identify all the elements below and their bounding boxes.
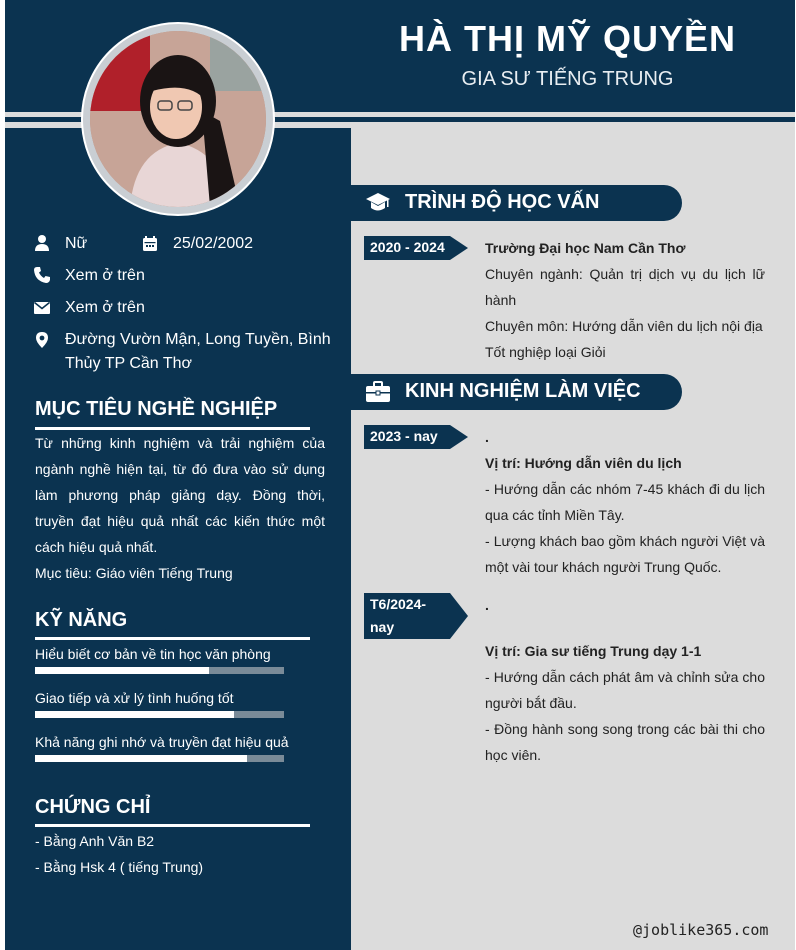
portrait-photo — [90, 31, 266, 207]
job-position: Vị trí: Gia sư tiếng Trung dạy 1-1 — [485, 643, 702, 659]
job-title: GIA SƯ TIẾNG TRUNG — [461, 68, 674, 90]
mail-icon — [33, 299, 51, 317]
skill-bar-fill — [35, 711, 234, 718]
objective-text: Từ những kinh nghiệm và trải nghiệm của ngành nghề hiện tại, từ đó đưa vào sử dụng làm phương pháp giảng dạy. Đồng thời, truyền đạt hiệu quả nhất các kiến thức một cách hiệu quả nhất. — [35, 435, 325, 555]
briefcase-icon — [365, 379, 391, 405]
school-name: Trường Đại học Nam Cần Thơ — [485, 240, 686, 256]
skill-bar — [35, 667, 284, 674]
skills-title: KỸ NĂNG — [35, 609, 128, 631]
skill-bar — [35, 755, 284, 762]
job-entry — [485, 424, 765, 580]
job-entry — [485, 592, 765, 768]
avatar — [90, 31, 266, 207]
grade-text: Tốt nghiệp loại Giỏi — [485, 344, 606, 360]
birthday-value: 25/02/2002 — [173, 235, 254, 252]
sidebar — [5, 128, 351, 950]
job-duty: - Hướng dẫn các nhóm 7-45 khách đi du lịch qua các tỉnh Miền Tây. — [485, 481, 765, 523]
job-position: Vị trí: Hướng dẫn viên du lịch — [485, 455, 682, 471]
job-date-line: nay — [370, 619, 395, 635]
skill-label: Hiểu biết cơ bản về tin học văn phòng — [35, 646, 271, 662]
location-pin-icon — [33, 331, 51, 349]
address-value: Đường Vườn Mận, Long Tuyền, Bình Thủy TP Cần Thơ — [65, 331, 331, 372]
objective-title: MỤC TIÊU NGHỀ NGHIỆP — [35, 398, 278, 420]
experience-title: KINH NGHIỆM LÀM VIỆC — [405, 380, 641, 402]
email-value: Xem ở trên — [65, 299, 145, 316]
education-entry — [485, 235, 765, 365]
job-duty: - Hướng dẫn cách phát âm và chỉnh sửa cho người bắt đầu. — [485, 669, 765, 711]
job-date: 2023 - nay — [370, 428, 438, 444]
specialty-text: Chuyên môn: Hướng dẫn viên du lịch nội địa — [485, 318, 763, 334]
phone-value: Xem ở trên — [65, 267, 145, 284]
skill-label: Khả năng ghi nhớ và truyền đạt hiệu quả — [35, 734, 289, 750]
education-date: 2020 - 2024 — [370, 239, 445, 255]
company-name: . — [485, 429, 489, 445]
certificate-item: - Bằng Hsk 4 ( tiếng Trung) — [35, 859, 204, 875]
objective-goal: Mục tiêu: Giáo viên Tiếng Trung — [35, 565, 233, 581]
job-duty: - Lượng khách bao gồm khách người Việt và một vài tour khách người Trung Quốc. — [485, 533, 765, 575]
graduation-cap-icon — [365, 190, 391, 216]
person-icon — [33, 234, 51, 252]
gender-value: Nữ — [65, 235, 88, 252]
major-text: Chuyên ngành: Quản trị dịch vụ du lịch lữ hành — [485, 266, 765, 308]
job-duty: - Đồng hành song song trong các bài thi cho học viên. — [485, 721, 765, 763]
skills-divider — [35, 637, 310, 640]
experience-section-header — [351, 374, 682, 410]
avatar-frame — [81, 22, 275, 216]
education-title: TRÌNH ĐỘ HỌC VẤN — [405, 191, 600, 213]
certificates-divider — [35, 824, 310, 827]
job-date-line: T6/2024- — [370, 596, 427, 612]
education-section-header — [351, 185, 682, 221]
footer-watermark: @joblike365.com — [633, 921, 769, 939]
phone-icon — [33, 266, 51, 284]
skill-label: Giao tiếp và xử lý tình huống tốt — [35, 690, 234, 706]
calendar-icon — [141, 235, 159, 253]
skill-bar-fill — [35, 755, 247, 762]
skill-bar-fill — [35, 667, 209, 674]
cv-page — [5, 0, 795, 950]
certificate-item: - Bằng Anh Văn B2 — [35, 833, 155, 849]
candidate-name: HÀ THỊ MỸ QUYỀN — [398, 18, 736, 59]
spacer — [485, 618, 765, 638]
company-name: . — [485, 597, 489, 613]
skill-bar — [35, 711, 284, 718]
certificates-title: CHỨNG CHỈ — [35, 796, 151, 818]
